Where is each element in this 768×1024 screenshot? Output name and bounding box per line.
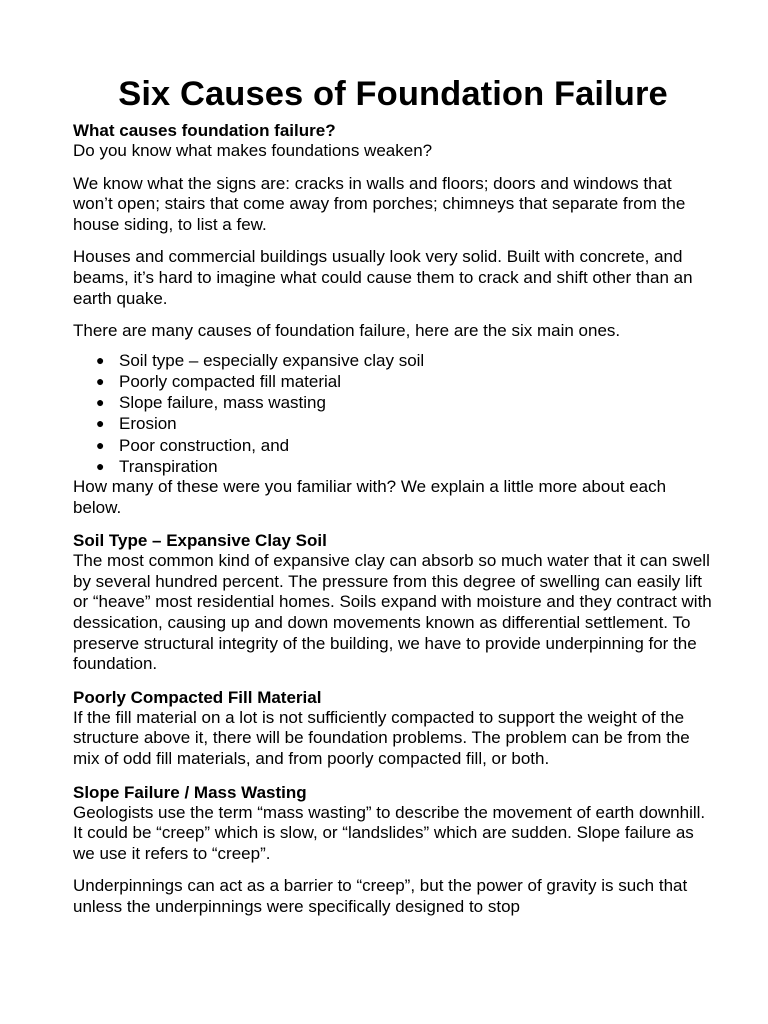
section-slope (73, 782, 713, 918)
intro-paragraph-causes: There are many causes of foundation failure, here are the six main ones. (73, 321, 621, 341)
bullet-icon: ● (96, 394, 105, 411)
intro-paragraph-buildings: Houses and commercial buildings usually look very solid. Built with concrete, and beams, it’s hard to imagine what could cause them to crack and shift other than an earth quake. (73, 247, 693, 308)
list-item: ● Erosion (96, 414, 177, 434)
document-title: Six Causes of Foundation Failure (118, 75, 668, 113)
list-item: ● Slope failure, mass wasting (96, 393, 326, 413)
list-item: ● Poorly compacted fill material (96, 371, 342, 391)
intro-section (73, 120, 713, 342)
intro-heading: What causes foundation failure? (73, 121, 336, 140)
section-text-soil: The most common kind of expansive clay can absorb so much water that it can swell by several hundred percent. The pressure from this degree of swelling can easily lift or “heave” most residential homes. Soils expand with moisture and they contract with dessication, causing up and down movements known as differential settlement. To preserve structural integrity of the building, we have to provide underpinning for the foundation. (73, 551, 712, 674)
bullet-icon: ● (96, 457, 105, 474)
section-text-slope-2: Underpinnings can act as a barrier to “creep”, but the power of gravity is such that unless the underpinnings were specifically designed to stop (73, 876, 688, 916)
bullet-icon: ● (96, 351, 105, 368)
bullet-icon: ● (96, 372, 105, 389)
list-item: ● Poor construction, and (96, 435, 290, 455)
intro-question: Do you know what makes foundations weaken? (73, 141, 433, 160)
section-soil (73, 530, 713, 675)
bullet-icon: ● (96, 415, 105, 432)
bullet-icon: ● (96, 436, 105, 453)
list-item: ● Soil type – especially expansive clay soil (96, 350, 425, 370)
section-heading-slope: Slope Failure / Mass Wasting (73, 782, 307, 802)
section-heading-fill: Poorly Compacted Fill Material (73, 687, 322, 707)
section-text-fill: If the fill material on a lot is not sufficiently compacted to support the weight of the structure above it, there will be foundation problems. The problem can be from the mix of odd fill materials, and from poorly compacted fill, or both. (73, 707, 690, 768)
after-list-paragraph: How many of these were you familiar with? We explain a little more about each below. (73, 476, 667, 517)
document-page (73, 0, 713, 917)
causes-list (73, 350, 713, 477)
section-text-slope-1: Geologists use the term “mass wasting” to describe the movement of earth downhill. It could be “creep” which is slow, or “landslides” which are sudden. Slope failure as we use it refers to “creep”. (73, 802, 706, 863)
section-fill (73, 687, 713, 770)
section-heading-soil: Soil Type – Expansive Clay Soil (73, 531, 327, 551)
intro-paragraph-signs: We know what the signs are: cracks in walls and floors; doors and windows that won’t open; stairs that come away from porches; chimneys that separate from the house siding, to list a few. (73, 173, 686, 234)
list-item: ● Transpiration (96, 456, 218, 476)
